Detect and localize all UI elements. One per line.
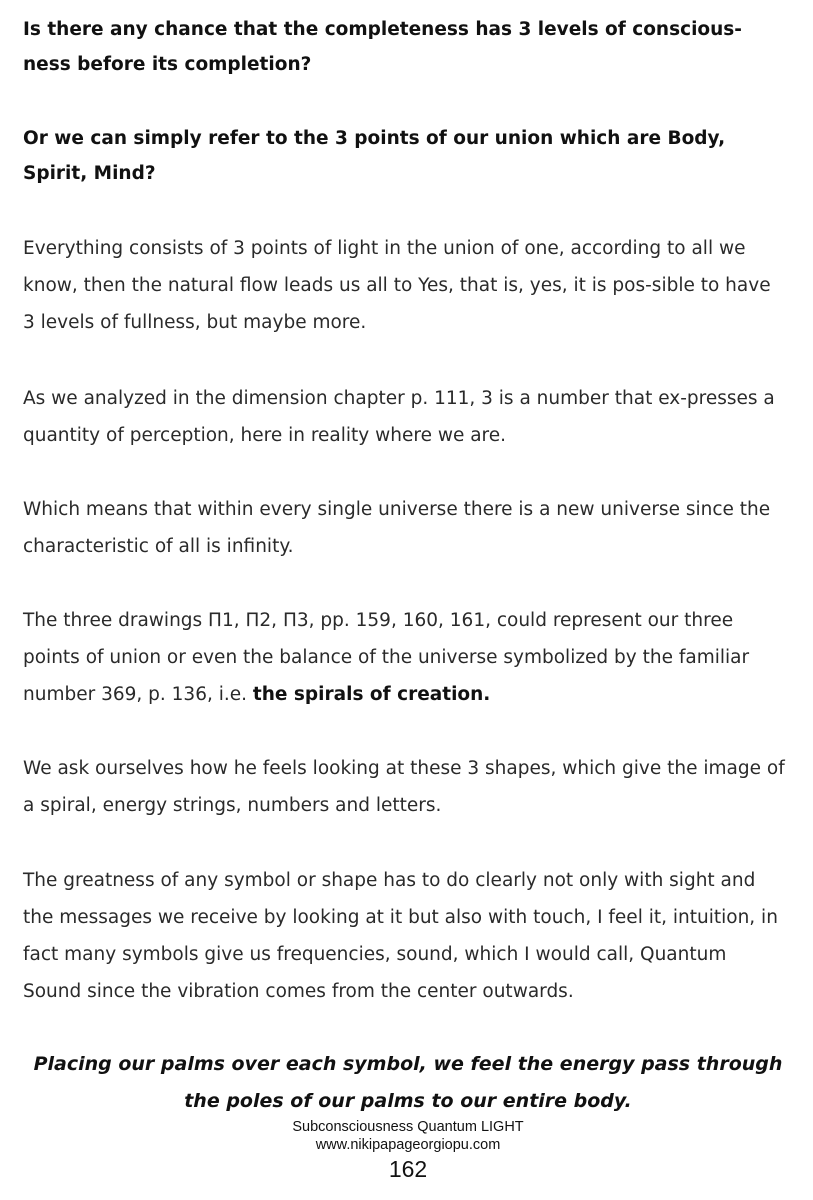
page-footer: [23, 1118, 793, 1184]
paragraph-dimension-chapter: As we analyzed in the dimension chapter p. 111, 3 is a number that ex-presses a quantity of perception, here in reality where we are.: [23, 388, 775, 446]
question-heading-2: Or we can simply refer to the 3 points of our union which are Body, Spirit, Mind?: [23, 128, 726, 184]
paragraph-universe: Which means that within every single universe there is a new universe since the characteristic of all is infinity.: [23, 499, 771, 557]
page-number: 162: [388, 1156, 428, 1182]
paragraph-three-drawings-text: The three drawings Π1, Π2, Π3, pp. 159, 160, 161, could represent our three points of union or even the balance of the universe symbolized by the familiar number 369, p. 136, i.e.: [23, 610, 750, 705]
spirals-of-creation-emphasis: the spirals of creation.: [252, 684, 491, 705]
paragraph-three-shapes: We ask ourselves how he feels looking at these 3 shapes, which give the image of a spiral, energy strings, numbers and letters.: [23, 758, 785, 816]
document-page: [23, 0, 793, 1200]
question-heading-1: Is there any chance that the completeness has 3 levels of conscious-ness before its completion?: [23, 19, 742, 75]
paragraph-three-points: Everything consists of 3 points of light in the union of one, according to all we know, then the natural flow leads us all to Yes, that is, yes, it is pos-sible to have 3 levels of fullness, but maybe more.: [23, 238, 771, 333]
paragraph-three-drawings: [23, 602, 788, 713]
closing-statement: Placing our palms over each symbol, we feel the energy pass through the poles of our palms to our entire body.: [33, 1053, 783, 1112]
paragraph-symbol-greatness: The greatness of any symbol or shape has to do clearly not only with sight and the messages we receive by looking at it but also with touch, I feel it, intuition, in fact many symbols give us frequencies, sound, which I would call, Quantum Sound since the vibration comes from the center outwards.: [23, 870, 778, 1002]
footer-website: www.nikipapageorgiopu.com: [315, 1137, 501, 1153]
footer-book-title: Subconsciousness Quantum LIGHT: [292, 1119, 524, 1135]
